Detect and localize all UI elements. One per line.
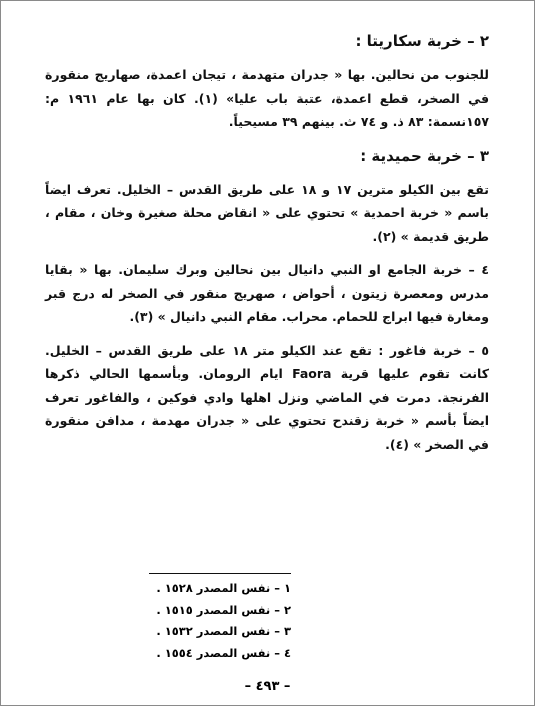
footnote-item: ٢ – نفس المصدر ١٥١٥ .	[156, 602, 291, 617]
section-khirbet-faghur	[45, 339, 489, 457]
section-heading: ٣ – خربة حميدية :	[360, 146, 489, 165]
section-text: تقع بين الكيلو مترين ١٧ و ١٨ على طريق القدس – الخليل. تعرف ايضاً باسم « خربة احمدية » تحتوي على « انقاض محلة صغيرة وخان ، مقام ، طريق قديمة » (٢).	[45, 181, 489, 244]
section-text: للجنوب من نحالين. بها « جدران متهدمة ، تيجان اعمدة، صهاريج منقورة في الصخر، قطع اعمدة، عتبة باب عليا» (١). كان بها عام ١٩٦١ م: ١٥٧نسمة: ٨٣ ذ. و ٧٤ ث. بينهم ٣٩ مسيحياً.	[45, 67, 489, 129]
footnotes	[151, 573, 291, 664]
page-number: – ٤٩٣ –	[244, 679, 291, 694]
footnote-item: ١ – نفس المصدر ١٥٢٨ .	[156, 581, 291, 595]
section-heading: ٢ – خربة سكاريتا :	[355, 32, 489, 50]
section-khirbet-skarita	[45, 29, 489, 134]
section-khirbet-hamidiya	[45, 144, 489, 249]
section-text: ٥ – خربة فاغور : تقع عند الكيلو متر ١٨ على طريق القدس – الخليل. كانت تقوم عليها قرية Faora ايام الرومان. وبأسمها الحالي ذكرها الفرنجة. دمرت في الماضي ونزل اهلها وادي فوكين ، والفاغور تعرف ايضاً بأسم « خربة زقندح تحتوي على « جدران مهدمة ، مدافن منقورة في الصخر » (٤).	[45, 342, 489, 452]
section-khirbet-al-jami	[45, 258, 489, 329]
section-text: ٤ – خربة الجامع او النبي دانيال بين نحالين وبرك سليمان. بها « بقايا مدرس ومعصرة زيتون ، أحواض ، صهريج منقور في الصخر له درج قبر ومغارة فيها ابراج للحمام. محراب. مقام النبي دانيال » (٣).	[45, 262, 489, 324]
page-body	[45, 29, 489, 466]
footnote-item: ٣ – نفس المصدر ١٥٣٢ .	[156, 624, 291, 638]
footnote-item: ٤ – نفس المصدر ١٥٥٤ .	[156, 645, 291, 660]
footnote-divider	[149, 573, 291, 574]
